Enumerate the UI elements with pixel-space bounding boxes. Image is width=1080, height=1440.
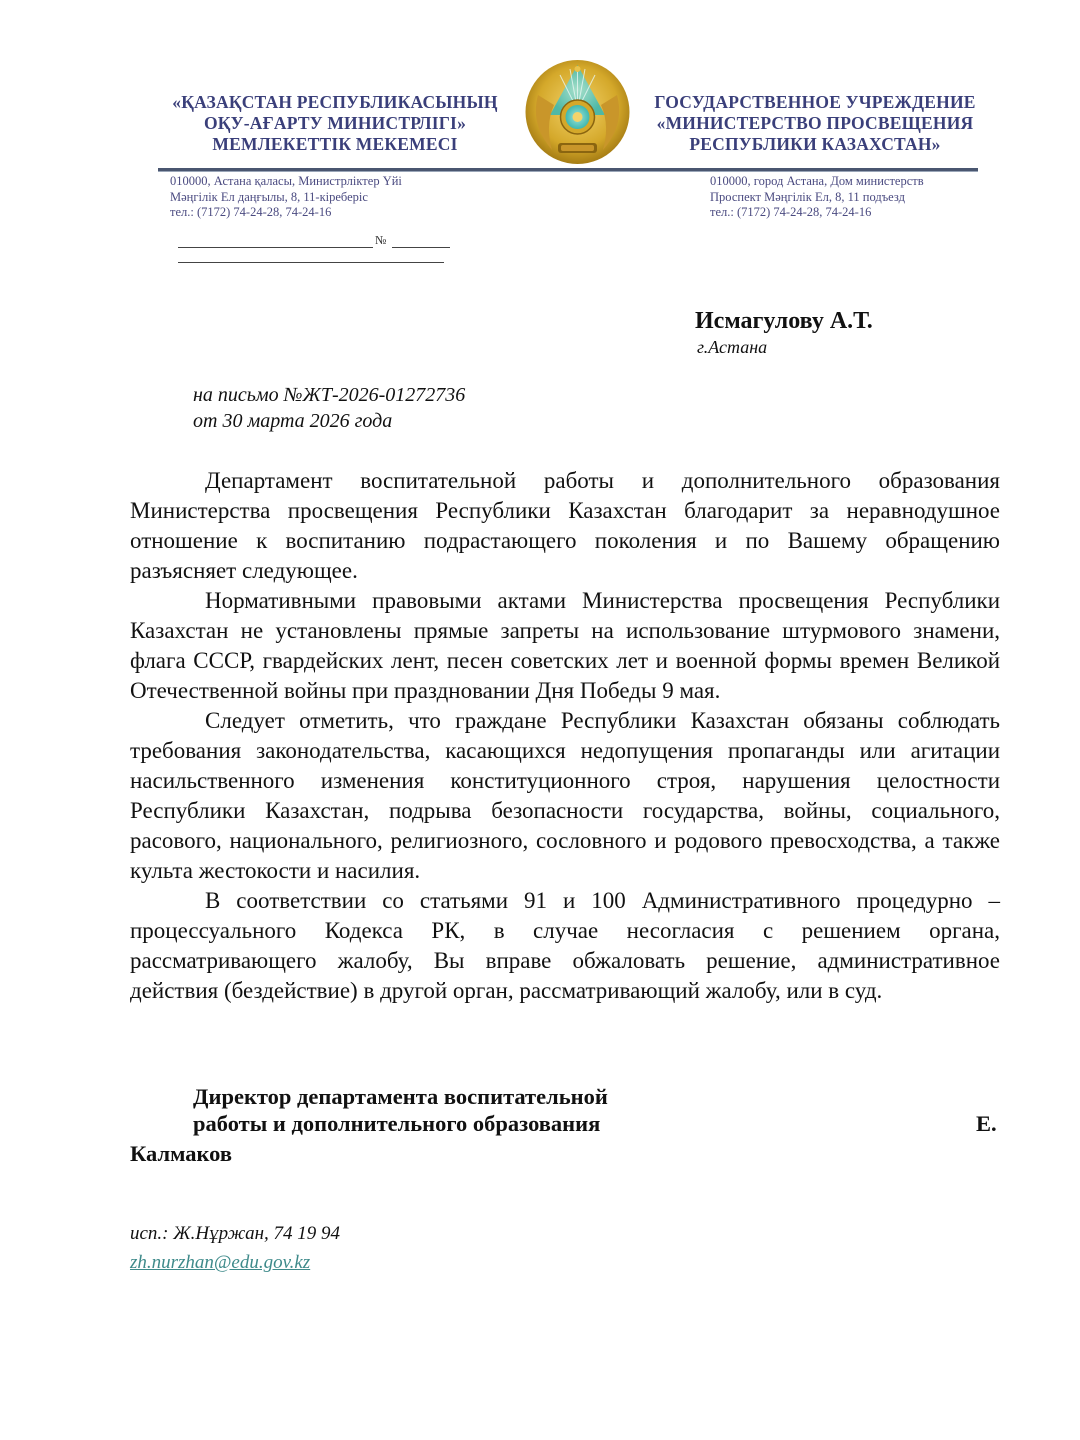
header-divider	[158, 168, 978, 172]
signature-initial: Е.	[976, 1111, 997, 1136]
header-left-line: ОҚУ-АҒАРТУ МИНИСТРЛІГІ»	[203, 113, 467, 133]
state-emblem-icon	[520, 55, 635, 170]
executor-info: исп.: Ж.Нұржан, 74 19 94	[130, 1223, 341, 1244]
header-right-line: ГОСУДАРСТВЕННОЕ УЧРЕЖДЕНИЕ	[654, 92, 976, 112]
body-paragraph: Нормативными правовыми актами Министерства просвещения Республики Казахстан не установлены прямые запреты на использование штурмового знамени, флага СССР, гвардейских лент, песен советских лет и военной формы времен Великой Отечественной войны при праздновании Дня Победы 9 мая.	[130, 588, 1000, 703]
address-line: тел.: (7172) 74-24-28, 74-24-16	[710, 205, 872, 219]
reference-letter-number: на письмо №ЖТ-2026-01272736	[193, 384, 466, 406]
address-line: тел.: (7172) 74-24-28, 74-24-16	[170, 205, 332, 219]
address-line: Проспект Мәңгілік Ел, 8, 11 подъезд	[710, 189, 905, 204]
address-line: 010000, город Астана, Дом министерств	[710, 174, 924, 188]
letter-body	[130, 466, 1000, 1006]
header-right-line: «МИНИСТЕРСТВО ПРОСВЕЩЕНИЯ	[656, 113, 974, 133]
body-paragraph: Следует отметить, что граждане Республики Казахстан обязаны соблюдать требования законодательства, касающихся недопущения пропаганды или агитации насильственного изменения конституционного строя, нарушения целостности Республики Казахстан, подрыва безопасности государства, войны, социального, расового, национального, религиозного, сословного и родового превосходства, а также культа жестокости и насилия.	[130, 708, 1000, 883]
signature-title-line2: работы и дополнительного образования	[193, 1111, 601, 1136]
executor-email-link[interactable]: zh.nurzhan@edu.gov.kz	[130, 1252, 311, 1273]
registration-number-line	[392, 247, 450, 248]
header-left-line: МЕМЛЕКЕТТІК МЕКЕМЕСІ	[212, 134, 458, 154]
address-russian	[710, 174, 924, 221]
signature-surname: Калмаков	[130, 1141, 233, 1166]
body-paragraph: Департамент воспитательной работы и дополнительного образования Министерства просвещения Республики Казахстан благодарит за неравнодушное отношение к воспитанию подрастающего поколения и по Вашему обращению разъясняет следующее.	[130, 468, 1000, 583]
address-kazakh	[170, 174, 402, 221]
header-org-name-russian	[640, 92, 990, 155]
registration-number-label: №	[375, 233, 387, 247]
header-right-line: РЕСПУБЛИКИ КАЗАХСТАН»	[689, 134, 941, 154]
body-paragraph: В соответствии со статьями 91 и 100 Административного процедурно – процессуального Кодекса РК, в случае несогласия с решением органа, рассматривающего жалобу, Вы вправе обжаловать решение, административное действия (бездействие) в другой орган, рассматривающий жалобу, или в суд.	[130, 888, 1000, 1003]
address-line: Мәңгілік Ел даңғылы, 8, 11-кіреберіс	[170, 189, 368, 204]
registration-second-line	[178, 262, 444, 263]
address-line: 010000, Астана қаласы, Министрліктер Үйі	[170, 174, 402, 188]
recipient-city: г.Астана	[697, 337, 768, 357]
reference-letter-date: от 30 марта 2026 года	[193, 410, 393, 432]
header-org-name-kazakh	[150, 92, 520, 155]
header-left-line: «ҚАЗАҚСТАН РЕСПУБЛИКАСЫНЫҢ	[172, 92, 498, 112]
registration-date-line	[178, 247, 373, 248]
recipient-name: Исмагулову А.Т.	[695, 308, 873, 334]
signature-title-line1: Директор департамента воспитательной	[193, 1084, 608, 1109]
